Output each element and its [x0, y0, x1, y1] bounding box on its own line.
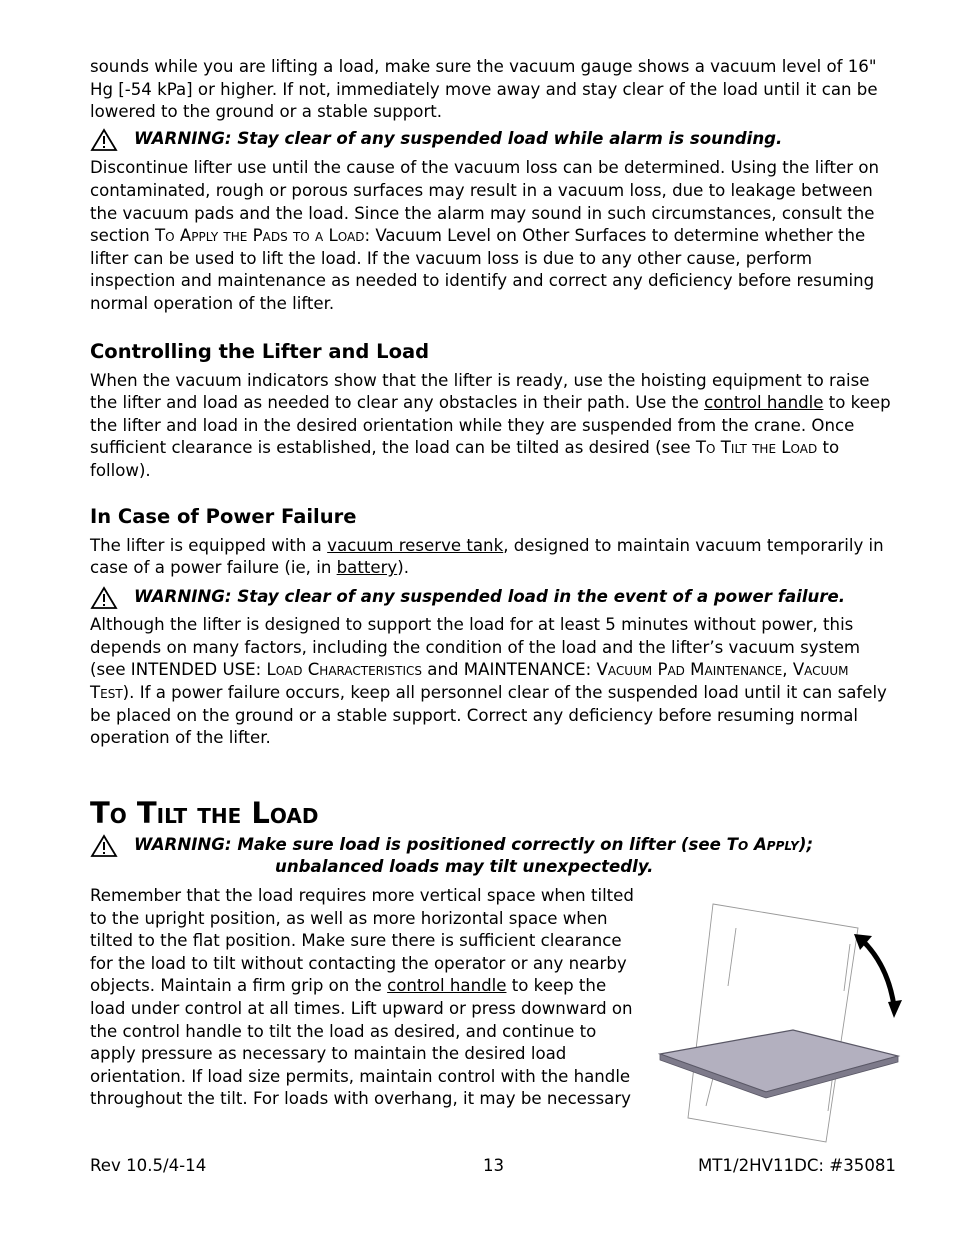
- tilt-arrow-icon: [863, 941, 894, 1006]
- section-ref-vacuum-test: Vacuum Test: [90, 660, 849, 703]
- section-ref-tilt-load: To Tilt the Load: [695, 438, 818, 458]
- section-ref-vacuum-pad-maintenance: Vacuum Pad Maintenance: [596, 660, 783, 680]
- power-paragraph-2: Although the lifter is designed to support the load for at least 5 minutes without power, this depends on many factors, including the condition of the load and the lifter’s vacuum system (see INTENDED USE: Load Characteristics and MAINTENANCE: Vacuum Pad Maintenance, Vacuum Test). If a power failure occurs, keep all personnel clear of the suspended load until it can safely be placed on the ground or a stable support. Correct any deficiency before resuming normal operation of the lifter.: [90, 615, 887, 748]
- tilt-load-illustration: [658, 896, 904, 1156]
- intro-paragraph-2: Discontinue lifter use until the cause of the vacuum loss can be determined. Using the lifter on contaminated, rough or porous surfaces may result in a vacuum loss, due to leakage between the vacuum pads and the load. Since the alarm may sound in such circumstances, consult the section To Apply the Pads to a Load: Vacuum Level on Other Surfaces to determine whether the lifter can be used to lift the load. If the vacuum loss is due to any other cause, perform inspection and maintenance as needed to identify and correct any deficiency before resuming normal operation of the lifter.: [90, 158, 880, 313]
- control-handle-link: control handle: [704, 393, 824, 413]
- warning-tilt: WARNING: Make sure load is positioned correctly on lifter (see To Apply); unbalanced loads may tilt unexpectedly.: [90, 834, 896, 879]
- vacuum-reserve-tank-link: vacuum reserve tank: [327, 535, 504, 555]
- footer-revision: Rev 10.5/4-14: [90, 1156, 207, 1175]
- footer-page-number: 13: [483, 1156, 505, 1175]
- warning-power-failure: [90, 586, 896, 609]
- warning-alarm-text: WARNING: Stay clear of any suspended load while alarm is sounding.: [134, 128, 783, 148]
- heading-tilt-load: To Tilt the Load: [90, 795, 319, 830]
- warning-triangle-icon: [90, 128, 118, 152]
- warning-triangle-icon: [90, 834, 118, 858]
- controlling-paragraph: When the vacuum indicators show that the lifter is ready, use the hoisting equipment to raise the lifter and load as needed to clear any obstacles in their path. Use the control handle to keep the lifter and load in the desired orientation while they are suspended from the crane. Once sufficient clearance is established, the load can be tilted as desired (see To Tilt the Load to follow).: [90, 370, 891, 480]
- tilt-paragraph: Remember that the load requires more vertical space when tilted to the upright position, as well as more horizontal space when tilted to the flat position. Make sure there is sufficient clearance for the load to tilt without contacting the operator or any nearby objects. Maintain a firm grip on the control handle to keep the load under control at all times. Lift upward or press downward on the control handle to tilt the load as desired, and continue to apply pressure as necessary to maintain the desired load orientation. If load size permits, maintain control with the handle throughout the tilt. For loads with overhang, it may be necessary: [90, 886, 634, 1109]
- heading-power-failure: In Case of Power Failure: [90, 504, 357, 528]
- section-ref-to-apply: To Apply: [726, 834, 799, 854]
- control-handle-link-2: control handle: [387, 976, 507, 996]
- warning-triangle-icon: [90, 586, 118, 610]
- heading-controlling: Controlling the Lifter and Load: [90, 339, 430, 363]
- flat-load-panel: [660, 1030, 898, 1092]
- warning-power-text: WARNING: Stay clear of any suspended load in the event of a power failure.: [134, 586, 846, 606]
- section-ref-load-characteristics: Load Characteristics: [266, 660, 423, 680]
- power-paragraph-1: The lifter is equipped with a vacuum reserve tank, designed to maintain vacuum temporarily in case of a power failure (ie, in battery).: [90, 535, 884, 578]
- upright-load-outline: [688, 904, 858, 1142]
- intro-paragraph-1: sounds while you are lifting a load, make sure the vacuum gauge shows a vacuum level of 16" Hg [-54 kPa] or higher. If not, immediately move away and stay clear of the load until it can be lowered to the ground or a stable support.: [90, 57, 878, 122]
- section-ref-apply-pads: To Apply the Pads to a Load: [155, 226, 365, 246]
- battery-link: battery: [336, 558, 398, 578]
- page-content: [90, 56, 896, 1111]
- warning-tilt-line-2: unbalanced loads may tilt unexpectedly.: [275, 857, 654, 877]
- footer-model-number: MT1/2HV11DC: #35081: [697, 1156, 896, 1175]
- warning-alarm: [90, 128, 896, 151]
